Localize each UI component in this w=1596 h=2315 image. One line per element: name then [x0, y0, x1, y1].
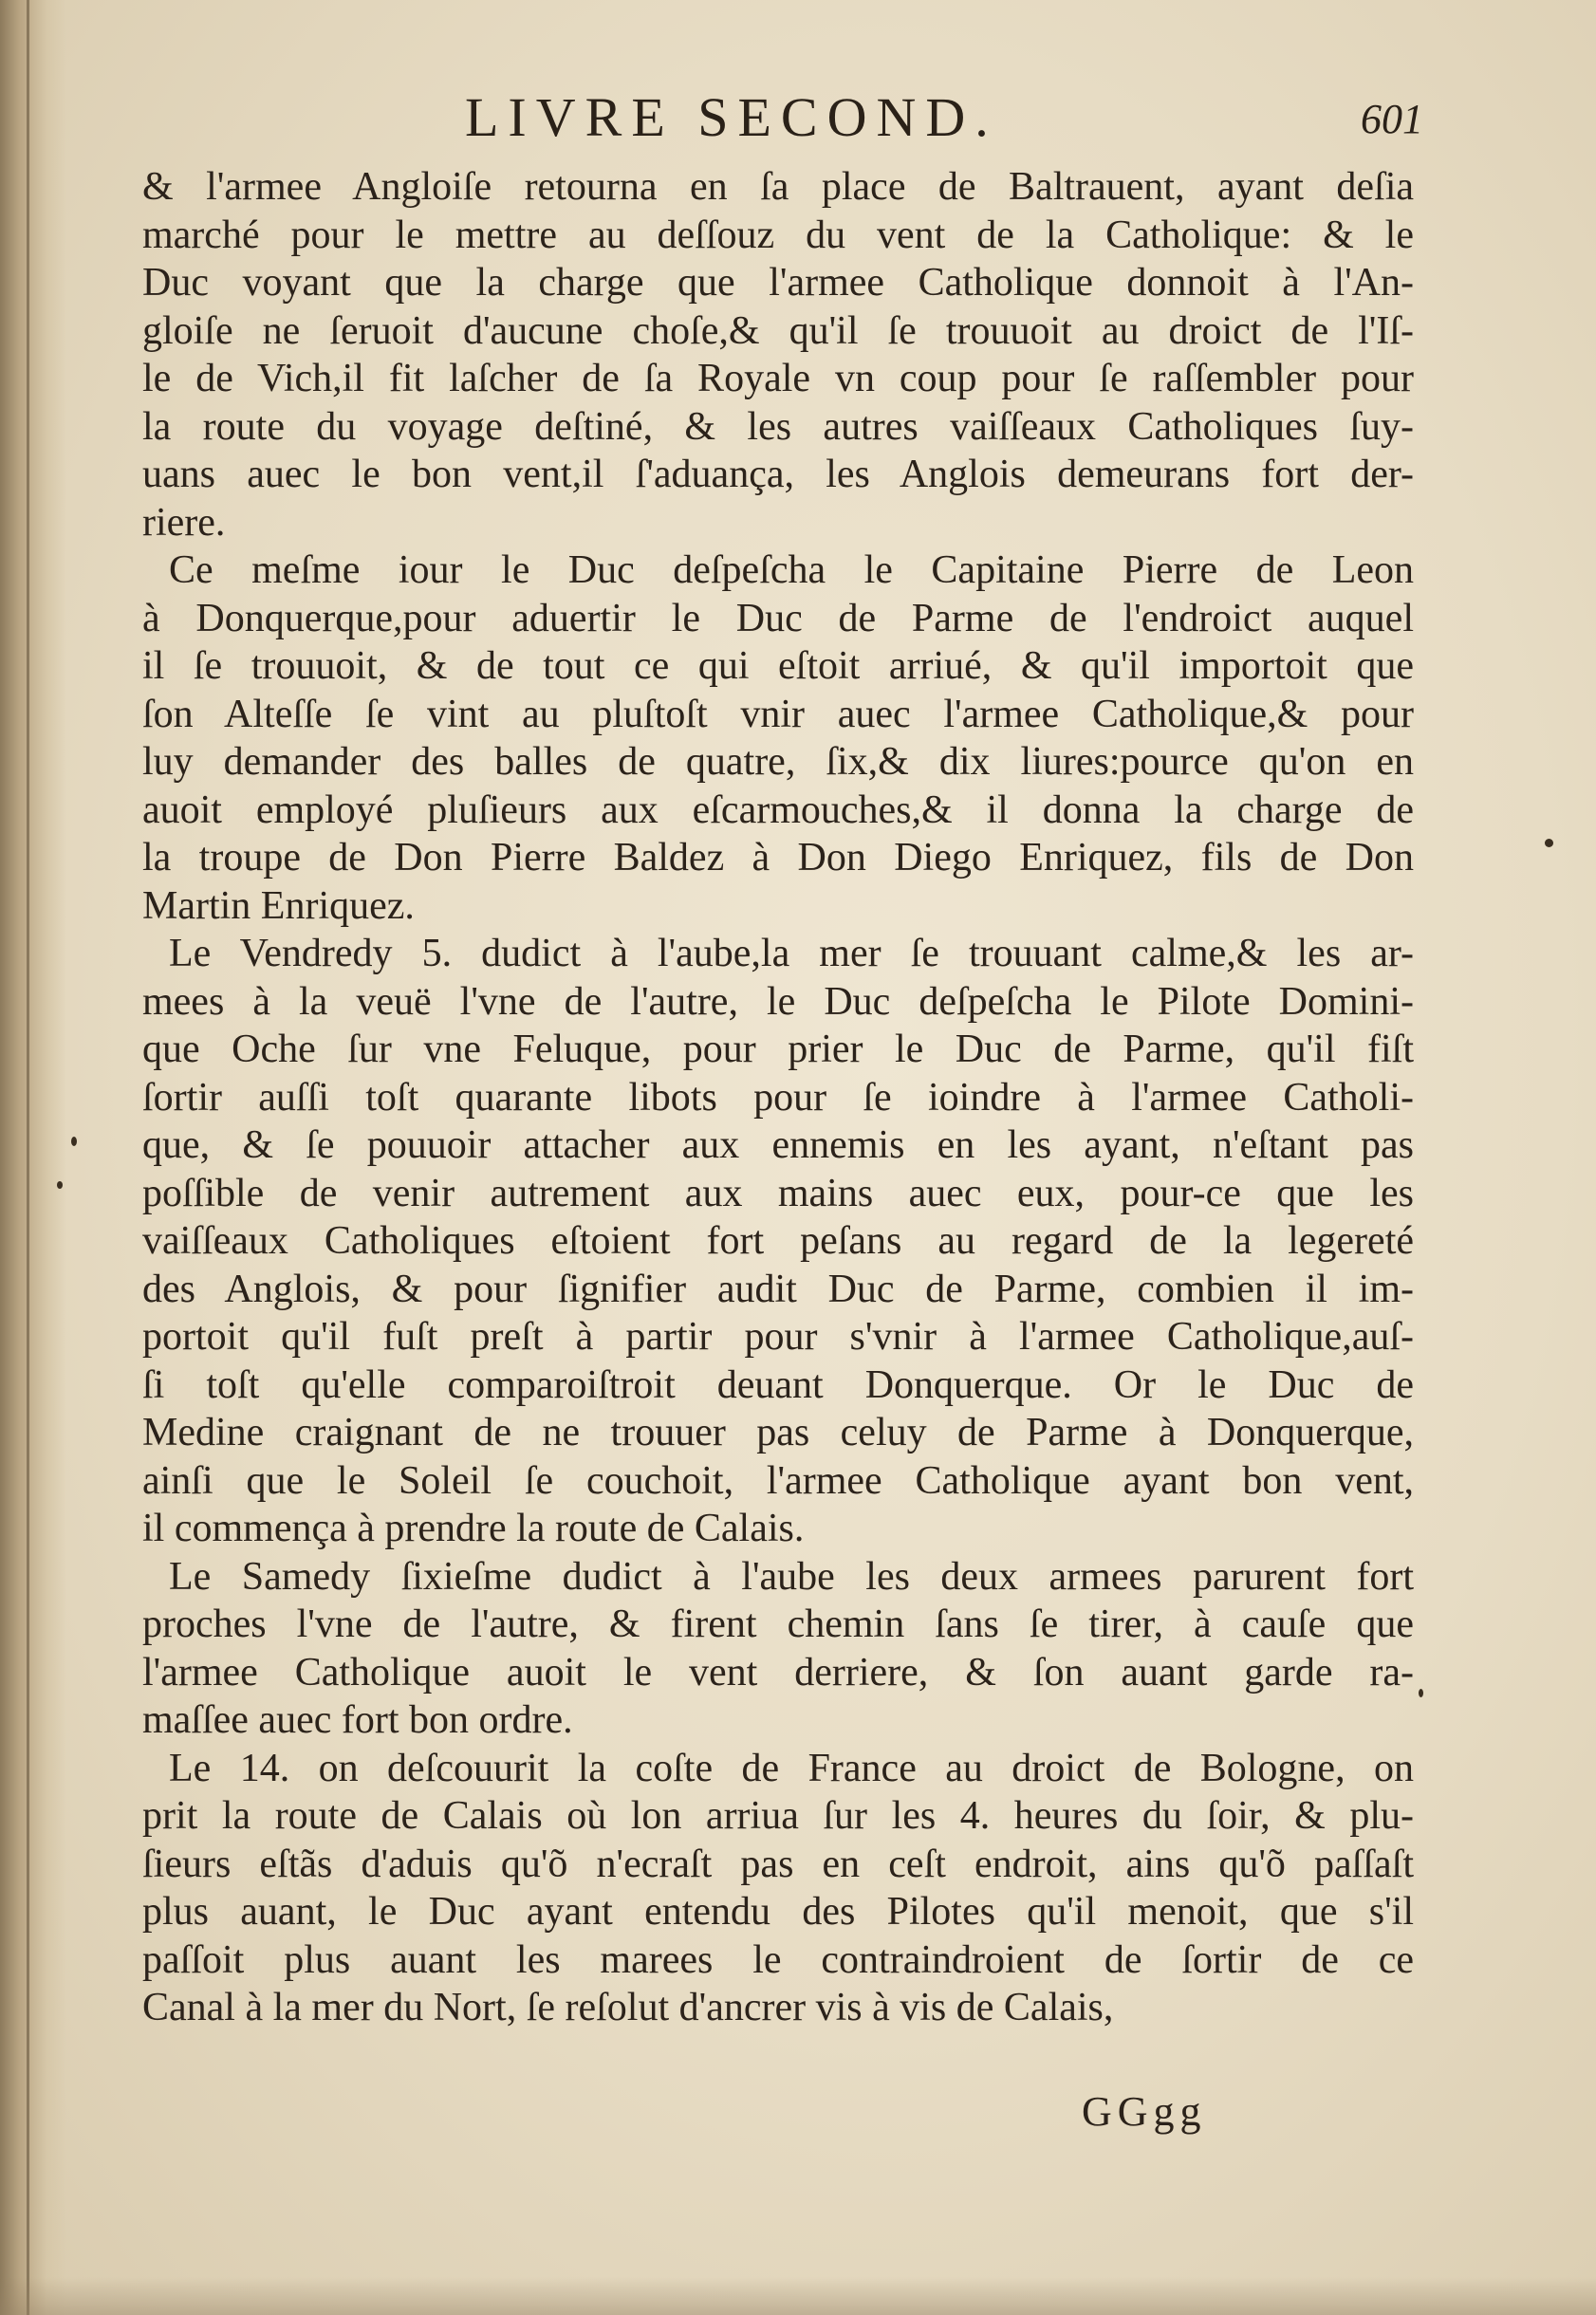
text-line: portoit qu'il fuſt preſt à partir pour s'vnir à l'armee Catholique,auſ-	[142, 1315, 1414, 1359]
paragraph-p5	[142, 1745, 1414, 2032]
text-line: & l'armee Angloiſe retourna en ſa place de Baltrauent, ayant deſia	[142, 165, 1414, 209]
text-line: uans auec le bon vent,il ſ'aduança, les Anglois demeurans fort der-	[142, 453, 1414, 496]
text-line: mees à la veuë l'vne de l'autre, le Duc deſpeſcha le Pilote Domini-	[142, 979, 1414, 1024]
text-line: il commença à prendre la route de Calais.	[142, 1507, 805, 1550]
text-line: Canal à la mer du Nort, ſe reſolut d'ancrer vis à vis de Calais,	[142, 1986, 1114, 2029]
text-line: Le Samedy ſixieſme dudict à l'aube les deux armees parurent fort	[169, 1554, 1414, 1599]
body-text	[142, 163, 1414, 2032]
text-line: Medine craignant de ne trouuer pas celuy de Parme à Donquerque,	[142, 1411, 1414, 1454]
paragraph-p2	[142, 546, 1414, 930]
ink-speck	[1419, 1689, 1423, 1697]
text-line: des Anglois, & pour ſignifier audit Duc de Parme, combien il im-	[142, 1267, 1414, 1311]
text-line: Le 14. on deſcouurit la coſte de France au droict de Bologne, on	[169, 1746, 1414, 1790]
signature-mark: GGgg	[1082, 2088, 1207, 2135]
text-line: poſſible de venir autrement aux mains auec eux, pour-ce que les	[142, 1171, 1414, 1215]
running-title: LIVRE SECOND.	[465, 86, 998, 148]
text-line: la route du voyage deſtiné, & les autres vaiſſeaux Catholiques ſuy-	[142, 404, 1414, 449]
text-line: à Donquerque,pour aduertir le Duc de Parme de l'endroict auquel	[142, 596, 1414, 640]
text-line: riere.	[142, 500, 226, 545]
page-binding-edge	[27, 0, 29, 2315]
text-line: maſſee auec fort bon ordre.	[142, 1698, 573, 1742]
text-line: il ſe trouuoit, & de tout ce qui eſtoit arriué, & qu'il importoit que	[142, 644, 1414, 688]
text-line: Le Vendredy 5. dudict à l'aube,la mer ſe trouuant calme,& les ar-	[169, 932, 1414, 975]
paragraph-p1	[142, 163, 1414, 546]
text-line: luy demander des balles de quatre, ſix,& dix liures:pource qu'on en	[142, 740, 1414, 784]
text-line: proches l'vne de l'autre, & firent chemin ſans ſe tirer, à cauſe que	[142, 1602, 1414, 1646]
text-line: le de Vich,il fit laſcher de ſa Royale vn coup pour ſe raſſembler pour	[142, 357, 1414, 400]
text-line: gloiſe ne ſeruoit d'aucune choſe,& qu'il ſe trouuoit au droict de l'Iſ-	[142, 308, 1414, 353]
paragraph-p3	[142, 930, 1414, 1553]
page-number: 601	[1361, 96, 1423, 142]
text-line: Martin Enriquez.	[142, 883, 415, 928]
text-line: la troupe de Don Pierre Baldez à Don Diego Enriquez, fils de Don	[142, 836, 1414, 880]
text-line: paſſoit plus auant les marees le contraindroient de ſortir de ce	[142, 1937, 1414, 1982]
text-line: auoit employé pluſieurs aux eſcarmouches,& il donna la charge de	[142, 787, 1414, 832]
page-header	[142, 85, 1423, 161]
text-line: ainſi que le Soleil ſe couchoit, l'armee Catholique ayant bon vent,	[142, 1458, 1414, 1503]
text-line: que Oche ſur vne Feluque, pour prier le Duc de Parme, qu'il fiſt	[142, 1028, 1414, 1071]
text-line: marché pour le mettre au deſſouz du vent de la Catholique: & le	[142, 213, 1414, 257]
text-line: Ce meſme iour le Duc deſpeſcha le Capitaine Pierre de Leon	[169, 548, 1414, 592]
ink-speck	[1545, 839, 1553, 847]
paragraph-p4	[142, 1553, 1414, 1745]
text-line: ſi toſt qu'elle comparoiſtroit deuant Donquerque. Or le Duc de	[142, 1362, 1414, 1407]
page-gutter-shadow	[0, 0, 66, 2315]
text-line: l'armee Catholique auoit le vent derriere, & ſon auant garde ra-	[142, 1650, 1414, 1695]
text-line: ſortir auſſi toſt quarante libots pour ſe ioindre à l'armee Catholi-	[142, 1075, 1414, 1120]
ink-speck	[57, 1181, 63, 1189]
text-line: vaiſſeaux Catholiques eſtoient fort peſans au regard de la legereté	[142, 1219, 1414, 1263]
page-bottom-shadow	[0, 2277, 1596, 2315]
text-line: ſon Alteſſe ſe vint au pluſtoſt vnir auec l'armee Catholique,& pour	[142, 692, 1414, 736]
text-line: que, & ſe pouuoir attacher aux ennemis en les ayant, n'eſtant pas	[142, 1123, 1414, 1167]
text-line: plus auant, le Duc ayant entendu des Pilotes qu'il menoit, que s'il	[142, 1890, 1414, 1934]
text-line: Duc voyant que la charge que l'armee Catholique donnoit à l'An-	[142, 261, 1414, 305]
ink-speck	[71, 1137, 77, 1146]
text-line: ſieurs eſtãs d'aduis qu'õ n'ecraſt pas en ceſt endroit, ains qu'õ paſſaſt	[142, 1842, 1414, 1886]
text-line: prit la route de Calais où lon arriua ſur les 4. heures du ſoir, & plu-	[142, 1794, 1414, 1838]
